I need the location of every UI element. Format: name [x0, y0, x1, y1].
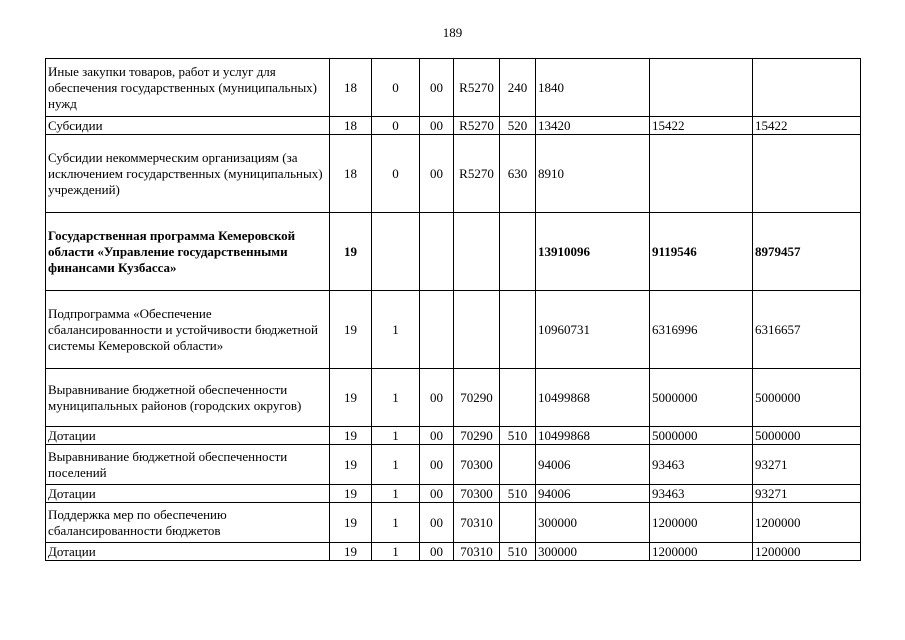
table-row [46, 213, 861, 291]
row-name-cell: Дотации [46, 427, 330, 445]
subprogram-code-cell: 1 [372, 369, 420, 427]
row-name-cell: Подпрограмма «Обеспечение сбалансированности и устойчивости бюджетной системы Кемеровской области» [46, 291, 330, 369]
amount-year3-cell: 1200000 [753, 543, 861, 561]
program-code-cell: 18 [330, 59, 372, 117]
table-row [46, 543, 861, 561]
expense-type-cell [500, 213, 536, 291]
expense-type-cell: 510 [500, 485, 536, 503]
amount-year2-cell: 5000000 [650, 369, 753, 427]
subprogram-code-cell: 1 [372, 427, 420, 445]
expense-direction-cell: R5270 [454, 117, 500, 135]
row-name-cell: Поддержка мер по обеспечению сбалансированности бюджетов [46, 503, 330, 543]
table-row [46, 117, 861, 135]
expense-direction-cell [454, 291, 500, 369]
amount-year3-cell [753, 135, 861, 213]
amount-year1-cell: 94006 [536, 445, 650, 485]
row-name-cell: Субсидии [46, 117, 330, 135]
expense-direction-cell: 70300 [454, 445, 500, 485]
amount-year1-cell: 10499868 [536, 427, 650, 445]
table-row [46, 427, 861, 445]
expense-type-cell: 240 [500, 59, 536, 117]
amount-year2-cell [650, 135, 753, 213]
amount-year3-cell: 93271 [753, 445, 861, 485]
main-activity-code-cell: 00 [420, 59, 454, 117]
subprogram-code-cell: 0 [372, 59, 420, 117]
main-activity-code-cell: 00 [420, 543, 454, 561]
amount-year2-cell: 93463 [650, 445, 753, 485]
amount-year3-cell: 5000000 [753, 427, 861, 445]
main-activity-code-cell: 00 [420, 117, 454, 135]
expense-direction-cell: R5270 [454, 135, 500, 213]
main-activity-code-cell: 00 [420, 427, 454, 445]
amount-year3-cell: 8979457 [753, 213, 861, 291]
table-row [46, 445, 861, 485]
expense-type-cell [500, 291, 536, 369]
budget-table-body [46, 59, 861, 561]
row-name-cell: Дотации [46, 543, 330, 561]
program-code-cell: 18 [330, 135, 372, 213]
table-row [46, 135, 861, 213]
amount-year2-cell: 93463 [650, 485, 753, 503]
expense-direction-cell: R5270 [454, 59, 500, 117]
subprogram-code-cell [372, 213, 420, 291]
table-row [46, 291, 861, 369]
expense-direction-cell: 70290 [454, 427, 500, 445]
page-number: 189 [442, 25, 463, 40]
row-name-cell: Дотации [46, 485, 330, 503]
row-name-cell: Выравнивание бюджетной обеспеченности муниципальных районов (городских округов) [46, 369, 330, 427]
program-code-cell: 19 [330, 543, 372, 561]
amount-year1-cell: 300000 [536, 543, 650, 561]
main-activity-code-cell: 00 [420, 445, 454, 485]
program-code-cell: 19 [330, 427, 372, 445]
expense-type-cell: 630 [500, 135, 536, 213]
amount-year1-cell: 10960731 [536, 291, 650, 369]
subprogram-code-cell: 0 [372, 117, 420, 135]
expense-type-cell [500, 369, 536, 427]
amount-year2-cell: 1200000 [650, 503, 753, 543]
subprogram-code-cell: 1 [372, 445, 420, 485]
row-name-cell: Иные закупки товаров, работ и услуг для обеспечения государственных (муниципальных) нужд [46, 59, 330, 117]
amount-year2-cell [650, 59, 753, 117]
amount-year1-cell: 300000 [536, 503, 650, 543]
expense-direction-cell: 70300 [454, 485, 500, 503]
amount-year3-cell [753, 59, 861, 117]
subprogram-code-cell: 1 [372, 543, 420, 561]
subprogram-code-cell: 1 [372, 291, 420, 369]
amount-year2-cell: 1200000 [650, 543, 753, 561]
amount-year2-cell: 15422 [650, 117, 753, 135]
subprogram-code-cell: 1 [372, 485, 420, 503]
amount-year1-cell: 13910096 [536, 213, 650, 291]
expense-type-cell: 510 [500, 427, 536, 445]
subprogram-code-cell: 1 [372, 503, 420, 543]
amount-year1-cell: 1840 [536, 59, 650, 117]
expense-direction-cell: 70310 [454, 543, 500, 561]
expense-type-cell [500, 503, 536, 543]
program-code-cell: 19 [330, 503, 372, 543]
row-name-cell: Государственная программа Кемеровской области «Управление государственными финансами Кузбасса» [46, 213, 330, 291]
amount-year3-cell: 15422 [753, 117, 861, 135]
amount-year2-cell: 6316996 [650, 291, 753, 369]
table-row [46, 59, 861, 117]
expense-direction-cell: 70290 [454, 369, 500, 427]
row-name-cell: Выравнивание бюджетной обеспеченности поселений [46, 445, 330, 485]
row-name-cell: Субсидии некоммерческим организациям (за исключением государственных (муниципальных) учреждений) [46, 135, 330, 213]
main-activity-code-cell: 00 [420, 485, 454, 503]
amount-year2-cell: 9119546 [650, 213, 753, 291]
main-activity-code-cell: 00 [420, 369, 454, 427]
table-row [46, 503, 861, 543]
main-activity-code-cell: 00 [420, 135, 454, 213]
subprogram-code-cell: 0 [372, 135, 420, 213]
table-row [46, 485, 861, 503]
expense-type-cell [500, 445, 536, 485]
expense-type-cell: 510 [500, 543, 536, 561]
amount-year1-cell: 10499868 [536, 369, 650, 427]
main-activity-code-cell [420, 213, 454, 291]
table-row [46, 369, 861, 427]
program-code-cell: 19 [330, 445, 372, 485]
program-code-cell: 18 [330, 117, 372, 135]
expense-type-cell: 520 [500, 117, 536, 135]
program-code-cell: 19 [330, 213, 372, 291]
program-code-cell: 19 [330, 485, 372, 503]
amount-year1-cell: 13420 [536, 117, 650, 135]
program-code-cell: 19 [330, 369, 372, 427]
amount-year2-cell: 5000000 [650, 427, 753, 445]
expense-direction-cell: 70310 [454, 503, 500, 543]
main-activity-code-cell: 00 [420, 503, 454, 543]
budget-table [45, 58, 861, 561]
amount-year3-cell: 5000000 [753, 369, 861, 427]
amount-year1-cell: 94006 [536, 485, 650, 503]
expense-direction-cell [454, 213, 500, 291]
program-code-cell: 19 [330, 291, 372, 369]
amount-year3-cell: 1200000 [753, 503, 861, 543]
main-activity-code-cell [420, 291, 454, 369]
amount-year1-cell: 8910 [536, 135, 650, 213]
amount-year3-cell: 6316657 [753, 291, 861, 369]
amount-year3-cell: 93271 [753, 485, 861, 503]
